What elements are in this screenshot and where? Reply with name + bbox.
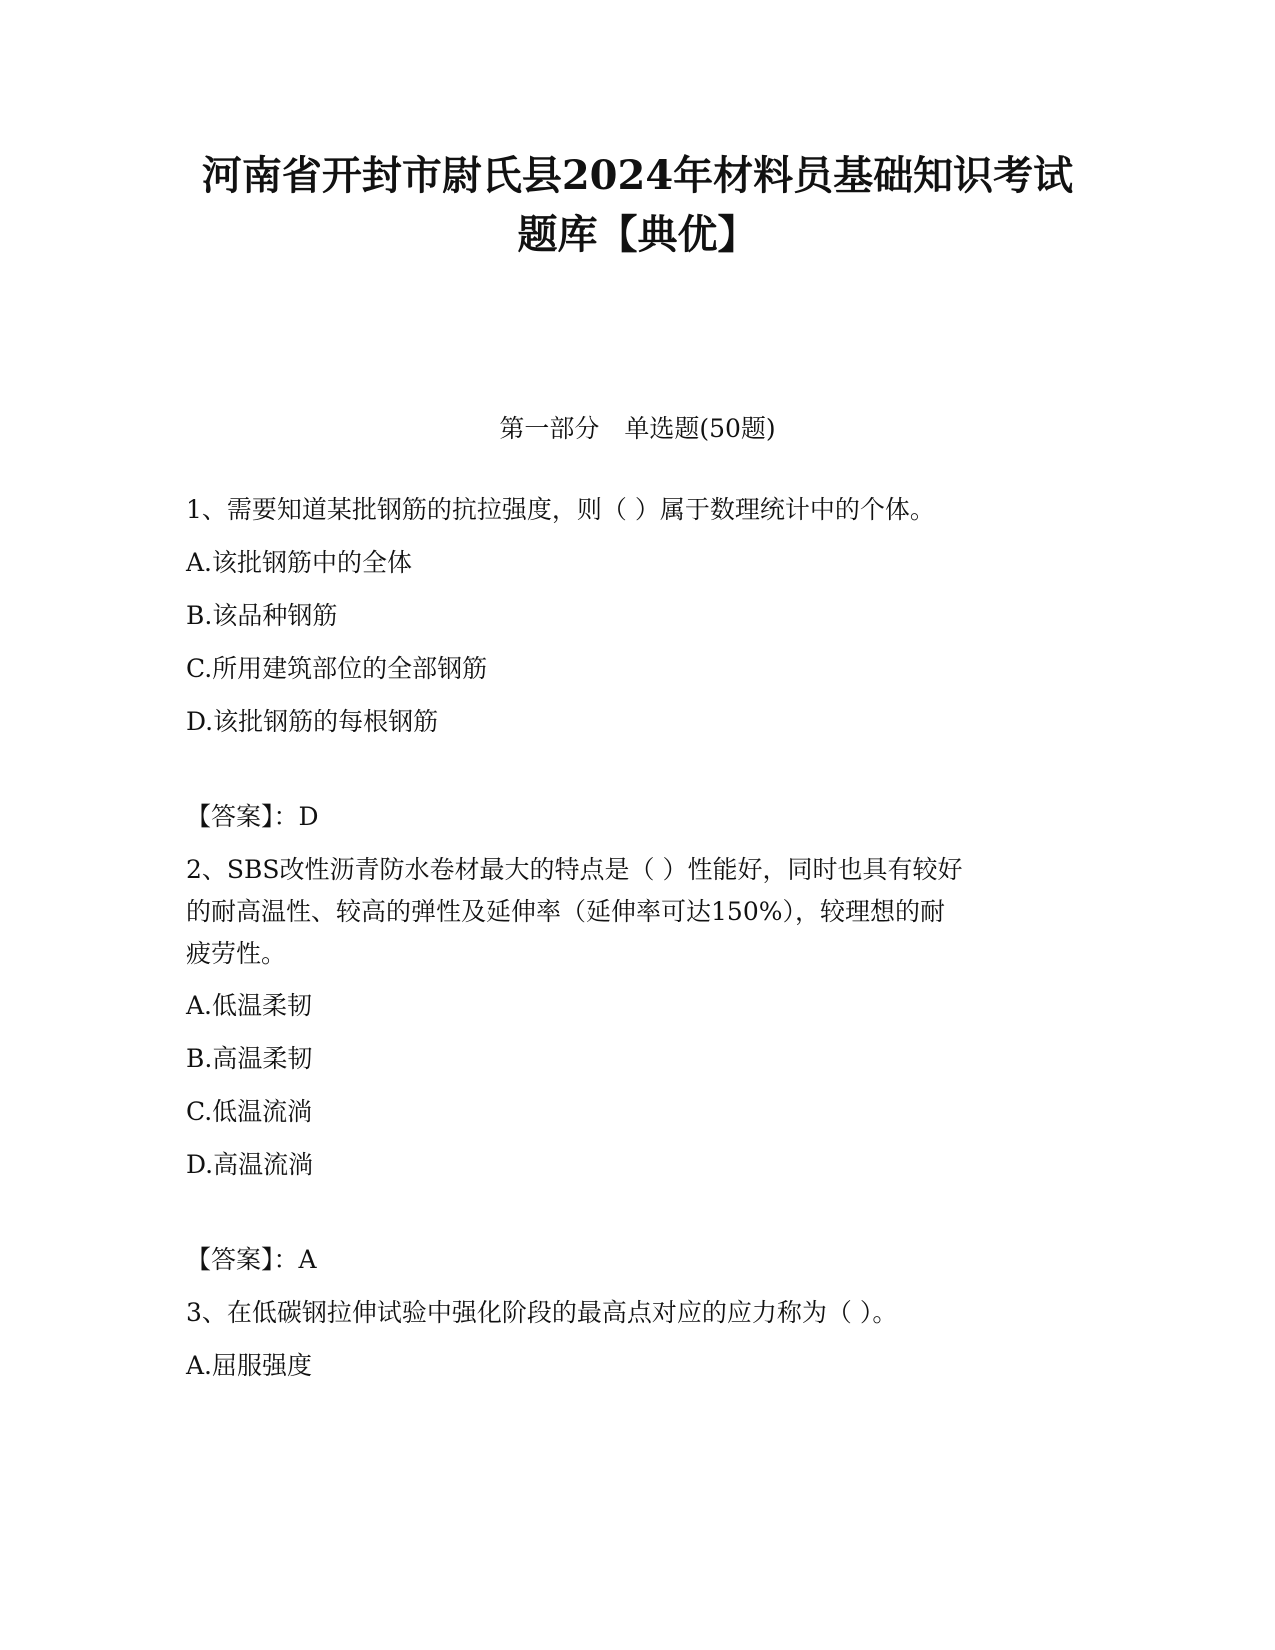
- document-title-line-1: 河南省开封市尉氏县2024年材料员基础知识考试: [201, 152, 1074, 199]
- question-1-option-d: D.该批钢筋的每根钢筋: [186, 707, 439, 736]
- question-3-option-a: A.屈服强度: [186, 1351, 313, 1380]
- question-2-answer: 【答案】：A: [186, 1245, 317, 1274]
- section-heading: 第一部分 单选题(50题): [499, 414, 776, 443]
- question-2-option-c: C.低温流淌: [186, 1097, 313, 1126]
- question-2-option-b: B.高温柔韧: [186, 1044, 313, 1073]
- question-2-option-a: A.低温柔韧: [186, 991, 313, 1020]
- question-1-option-b: B.该品种钢筋: [186, 601, 338, 630]
- question-2-text-line-3: 疲劳性。: [186, 939, 287, 968]
- question-1-option-c: C.所用建筑部位的全部钢筋: [186, 654, 488, 683]
- question-3-text: 3、在低碳钢拉伸试验中强化阶段的最高点对应的应力称为（ ）。: [186, 1298, 898, 1327]
- question-1-answer: 【答案】：D: [186, 802, 319, 831]
- question-2-option-d: D.高温流淌: [186, 1150, 314, 1179]
- question-2-text-line-1: 2、SBS改性沥青防水卷材最大的特点是（ ）性能好，同时也具有较好: [186, 855, 963, 884]
- document-title-line-2: 题库【典优】: [517, 211, 758, 258]
- question-1-option-a: A.该批钢筋中的全体: [186, 548, 413, 577]
- question-2-text-line-2: 的耐高温性、较高的弹性及延伸率（延伸率可达150%），较理想的耐: [186, 897, 945, 926]
- question-1-text: 1、需要知道某批钢筋的抗拉强度，则（ ）属于数理统计中的个体。: [186, 495, 935, 524]
